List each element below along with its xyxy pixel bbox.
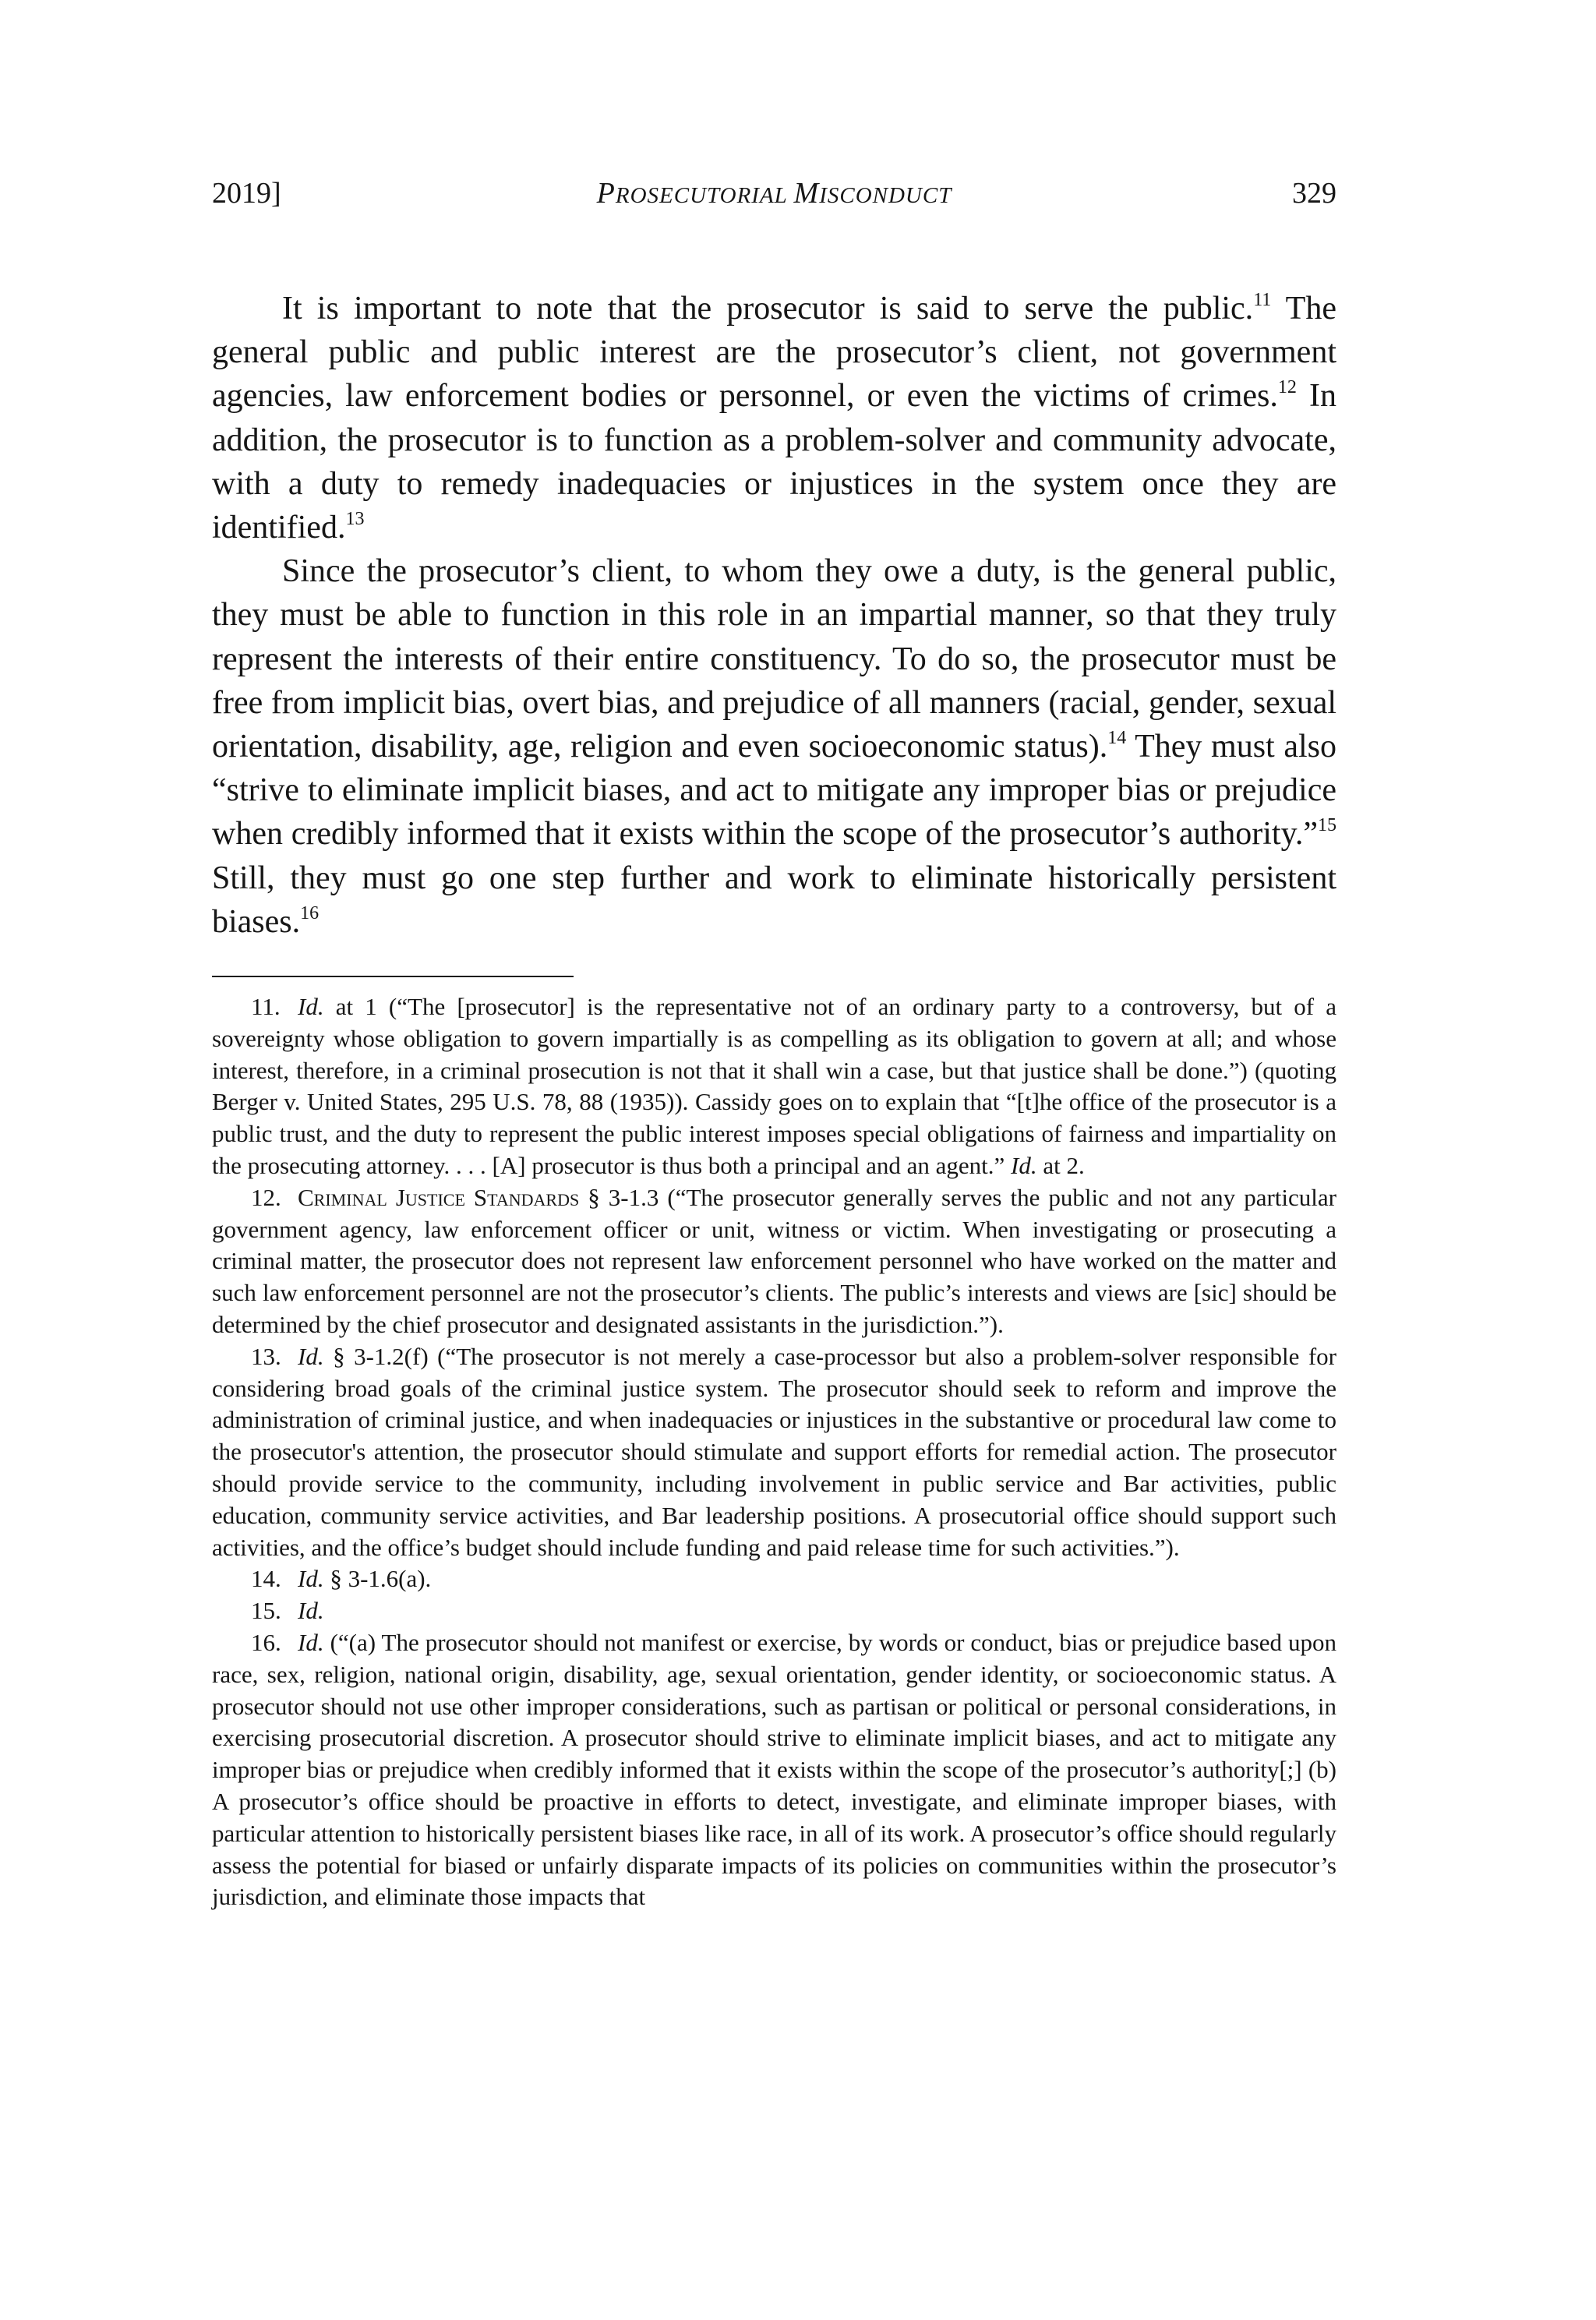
footnote-number: 12. xyxy=(251,1183,281,1211)
text-run: § 3-1.3 (“The prosecutor generally serves the public and not any particular government agency, law enforcement officer or unit, witness or victim. When investigating or prosecuting a criminal matter, the prosecutor does not represent law enforcement personnel who have worked on the matter and such law enforcement personnel are not the prosecutor’s clients. The public’s interests and views are [sic] should be determined by the chief prosecutor and designated assistants in the jurisdiction.”). xyxy=(212,1183,1336,1338)
volume-year: 2019] xyxy=(212,177,281,210)
citation-small-caps: Criminal Justice Standards xyxy=(298,1183,580,1211)
citation-italic: Id. xyxy=(298,993,324,1020)
running-head xyxy=(212,170,1336,217)
citation-italic: Id. xyxy=(1011,1151,1037,1179)
text-run: The general public and public interest are the prosecutor’s client, not government agencies, law enforcement bodies or personnel, or even the victims of crimes. xyxy=(212,291,1336,415)
text-run: § 3-1.2(f) (“The prosecutor is not merely a case-processor but also a problem-solver responsible for considering broad goals of the criminal justice system. The prosecutor should seek to reform and improve the administration of criminal justice, and when inadequacies or injustices in the substantive or procedural law come to the prosecutor's attention, the prosecutor should stimulate and support efforts for remedial action. The prosecutor should provide service to the community, including involvement in public service and Bar activities, public education, community service activities, and Bar leadership positions. A prosecutorial office should support such activities, and the office’s budget should include funding and paid release time for such activities.”). xyxy=(212,1342,1336,1561)
text-run: They must also “strive to eliminate implicit biases, and act to mitigate any improper bias or prejudice when credibly informed that it exists within the scope of the prosecutor’s authority.” xyxy=(212,729,1336,853)
footnotes xyxy=(212,991,1336,1913)
citation-italic: Id. xyxy=(298,1565,324,1593)
footnote-number: 11. xyxy=(251,993,281,1020)
footnote xyxy=(212,1341,1336,1564)
page-number: 329 xyxy=(1292,177,1336,210)
running-title-rest-1: ROSECUTORIAL xyxy=(615,183,794,208)
footnote-divider xyxy=(212,976,574,977)
footnote xyxy=(212,1595,1336,1627)
footnote xyxy=(212,991,1336,1182)
text-run: at 2. xyxy=(1036,1151,1085,1179)
citation-italic: Id. xyxy=(298,1597,324,1625)
footnote xyxy=(212,1563,1336,1595)
main-text xyxy=(212,287,1336,944)
footnote xyxy=(212,1182,1336,1341)
footnote-number: 14. xyxy=(251,1565,281,1593)
running-title xyxy=(212,170,1336,219)
text-run: It is important to note that the prosecutor is said to serve the public. xyxy=(282,291,1254,327)
text-run: at 1 (“The [prosecutor] is the representative not of an ordinary party to a controversy, but of a sovereignty whose obligation to govern impartially is as compelling as its obligation to govern at all; and whose interest, therefore, in a criminal prosecution is not that it shall win a case, but that justice shall be done.”) (quoting Berger v. United States, 295 U.S. 78, 88 (1935)). Cassidy goes on to explain that “[t]he office of the prosecutor is a public trust, and the duty to represent the public interest imposes special obligations of fairness and impartiality on the prosecuting attorney. . . . [A] prosecutor is thus both a principal and an agent.” xyxy=(212,993,1336,1179)
running-title-initial-1: P xyxy=(596,177,616,210)
running-title-rest-2: ISCONDUCT xyxy=(819,183,952,208)
citation-italic: Id. xyxy=(298,1342,324,1370)
body-paragraph xyxy=(212,549,1336,944)
footnote-number: 15. xyxy=(251,1597,281,1625)
text-run: § 3-1.6(a). xyxy=(323,1565,432,1593)
body-paragraph xyxy=(212,287,1336,549)
footnote-number: 16. xyxy=(251,1628,281,1656)
citation-italic: Id. xyxy=(298,1628,324,1656)
footnote-reference: 11 xyxy=(1253,290,1272,310)
footnote-reference: 15 xyxy=(1318,815,1336,836)
footnote-number: 13. xyxy=(251,1342,281,1370)
footnote-reference: 12 xyxy=(1277,377,1297,398)
footnote-reference: 13 xyxy=(345,509,365,530)
text-run: Still, they must go one step further and work to eliminate historically persistent biases. xyxy=(212,860,1336,940)
text-run: (“(a) The prosecutor should not manifest or exercise, by words or conduct, bias or prejudice based upon race, sex, religion, national origin, disability, age, sexual orientation, gender identity, or socioeconomic status. A prosecutor should not use other improper considerations, such as partisan or political or personal considerations, in exercising prosecutorial discretion. A prosecutor should strive to eliminate implicit biases, and act to mitigate any improper bias or prejudice when credibly informed that it exists within the scope of the prosecutor’s authority[;] (b) A prosecutor’s office should be proactive in efforts to detect, investigate, and eliminate improper biases, with particular attention to historically persistent biases like race, in all of its work. A prosecutor’s office should regularly assess the potential for biased or unfairly disparate impacts of its policies on communities within the prosecutor’s jurisdiction, and eliminate those impacts that xyxy=(212,1628,1336,1911)
running-title-initial-2: M xyxy=(793,177,820,210)
text-run: Since the prosecutor’s client, to whom they owe a duty, is the general public, they must be able to function in this role in an impartial manner, so that they truly represent the interests of their entire constituency. To do so, the prosecutor must be free from implicit bias, overt bias, and prejudice of all manners (racial, gender, sexual orientation, disability, age, religion and even socioeconomic status). xyxy=(212,553,1336,765)
footnote-reference: 14 xyxy=(1107,728,1127,749)
footnote-reference: 16 xyxy=(300,902,320,923)
text-run: In addition, the prosecutor is to function as a problem-solver and community advocate, with a duty to remedy inadequacies or injustices in the system once they are identified. xyxy=(212,378,1336,546)
footnote xyxy=(212,1627,1336,1913)
